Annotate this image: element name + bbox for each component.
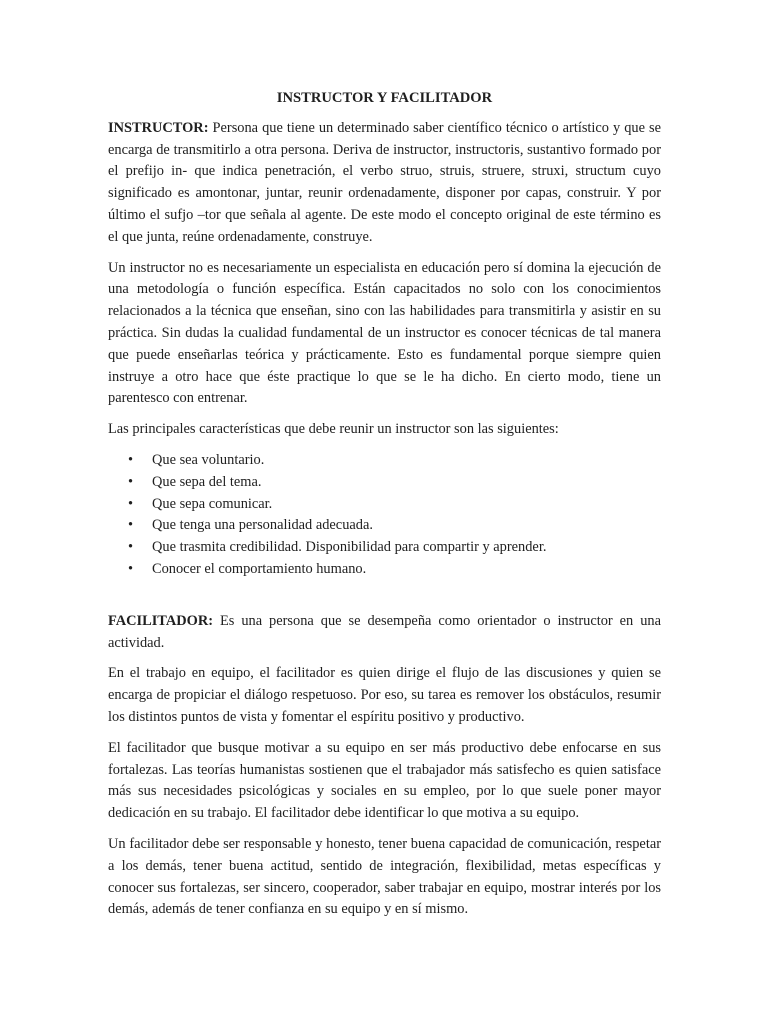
list-item-text: Que sea voluntario. xyxy=(152,451,265,468)
bullet-icon: • xyxy=(128,451,134,468)
facilitador-definition-text: Es una persona que se desempeña como orientador o instructor en una actividad. xyxy=(108,612,661,651)
instructor-definition-paragraph xyxy=(108,118,661,249)
bullet-icon: • xyxy=(128,539,134,556)
document-page xyxy=(108,88,661,930)
facilitador-paragraph-4: Un facilitador debe ser responsable y honesto, tener buena capacidad de comunicación, respetar a los demás, tener buena actitud, sentido de integración, flexibilidad, metas específicas y conocer sus fortalezas, ser sincero, cooperador, saber trabajar en equipo, mostrar interés por los demás, además de tener confianza en su equipo y en sí mismo. xyxy=(108,835,661,918)
instructor-paragraph-2: Un instructor no es necesariamente un especialista en educación pero sí domina la ejecución de una metodología o función específica. Están capacitados no solo con los conocimientos relacionados a la técnica que enseñan, sino con las habilidades para transmitirla y asistir en su práctica. Sin dudas la cualidad fundamental de un instructor es conocer técnicas de tal manera que puede enseñarlas teórica y prácticamente. Esto es fundamental porque siempre quien instruye a otro hace que éste practique lo que se le ha dicho. En cierto modo, tiene un parentesco con entrenar. xyxy=(108,259,661,407)
list-item xyxy=(108,537,661,559)
facilitador-term: FACILITADOR: xyxy=(108,612,213,629)
instructor-definition-text: Persona que tiene un determinado saber científico técnico o artístico y que se encarga de transmitirlo a otra persona. Deriva de instructor, instructoris, sustantivo formado por el prefijo in- que indica penetración, el verbo struo, struis, struere, struxi, structum cuyo significado es amontonar, juntar, reunir ordenadamente, disponer por capas, construir. Y por último el sufjo –tor que señala al agente. De este modo el concepto original de este término es el que junta, reúne ordenadamente, construye. xyxy=(108,119,661,245)
list-item-text: Que tenga una personalidad adecuada. xyxy=(152,517,373,534)
document-title: INSTRUCTOR Y FACILITADOR xyxy=(276,90,493,106)
facilitador-paragraph-3: El facilitador que busque motivar a su equipo en ser más productivo debe enfocarse en sus fortalezas. Las teorías humanistas sostienen que el trabajador más satisfecho es quien satisface más sus necesidades psicológicas y sociales en su empleo, por lo que suele poner mayor dedicación en su trabajo. El facilitador debe identificar lo que motiva a su equipo. xyxy=(108,739,661,822)
list-item-text: Conocer el comportamiento humano. xyxy=(152,560,367,577)
section-spacer xyxy=(108,581,661,611)
list-item xyxy=(108,559,661,581)
bullet-icon: • xyxy=(128,560,134,577)
instructor-term: INSTRUCTOR: xyxy=(108,119,209,136)
characteristics-intro: Las principales características que debe reunir un instructor son las siguientes: xyxy=(108,421,559,438)
facilitador-definition-paragraph xyxy=(108,611,661,655)
bullet-icon: • xyxy=(128,517,134,534)
list-item xyxy=(108,450,661,472)
list-item-text: Que sepa del tema. xyxy=(152,473,262,490)
list-item xyxy=(108,472,661,494)
list-item-text: Que sepa comunicar. xyxy=(152,495,273,512)
bullet-icon: • xyxy=(128,495,134,512)
list-item xyxy=(108,515,661,537)
facilitador-paragraph-2: En el trabajo en equipo, el facilitador es quien dirige el flujo de las discusiones y quien se encarga de propiciar el diálogo respetuoso. Por eso, su tarea es remover los obstáculos, resumir los distintos puntos de vista y fomentar el espíritu positivo y productivo. xyxy=(108,665,661,725)
bullet-icon: • xyxy=(128,473,134,490)
list-item xyxy=(108,494,661,516)
characteristics-list xyxy=(108,450,661,581)
list-item-text: Que trasmita credibilidad. Disponibilidad para compartir y aprender. xyxy=(152,539,547,556)
